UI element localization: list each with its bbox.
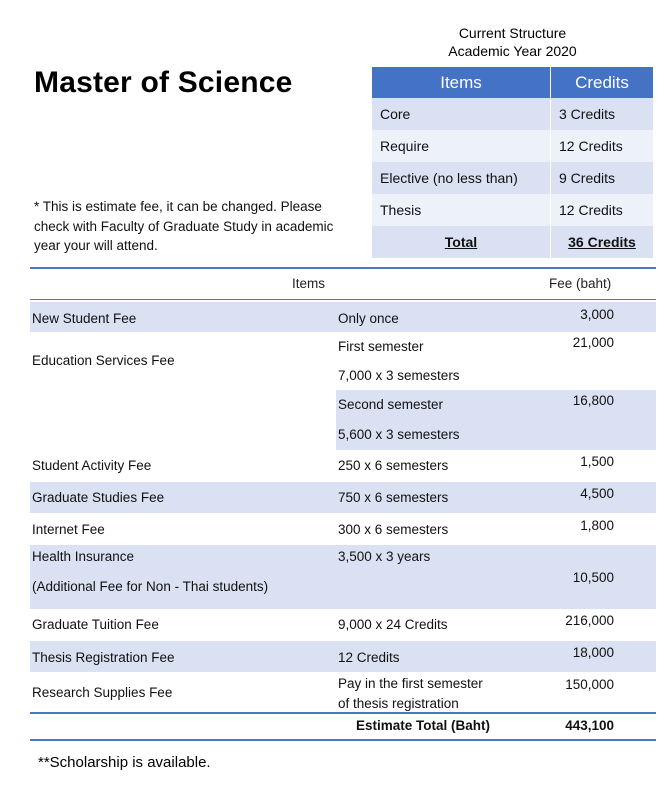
fee-table-top-rule [30, 267, 656, 269]
page-title: Master of Science [34, 66, 293, 99]
credits-row-value: 3 Credits [551, 98, 654, 130]
estimate-total-value: 443,100 [565, 718, 614, 733]
credits-row [372, 130, 653, 162]
credits-total-row [372, 226, 653, 258]
fee-bottom-rule [30, 739, 656, 741]
credits-total-value: 36 Credits [551, 226, 654, 258]
current-structure-line2: Academic Year 2020 [448, 43, 577, 59]
fee-row-amount: 16,800 [572, 393, 614, 408]
credits-row-item: Require [372, 130, 551, 162]
credits-table [372, 67, 653, 258]
fee-row-name: Internet Fee [32, 522, 105, 537]
current-structure-heading [372, 24, 653, 60]
credits-row-value: 12 Credits [551, 194, 654, 226]
fee-row-amount: 1,500 [580, 454, 614, 469]
fee-row-amount: 10,500 [572, 570, 614, 585]
fee-row-name: Graduate Studies Fee [32, 490, 165, 505]
credits-total-label: Total [372, 226, 551, 258]
fee-row-detail: First semester [338, 339, 424, 354]
fee-row-amount: 216,000 [565, 613, 614, 628]
fee-row-amount: 4,500 [580, 486, 614, 501]
credits-row-item: Elective (no less than) [372, 162, 551, 194]
fee-header-items: Items [292, 276, 326, 291]
credits-row-value: 9 Credits [551, 162, 654, 194]
fee-row-name: Health Insurance [32, 549, 135, 564]
fee-row-name: Graduate Tuition Fee [32, 617, 159, 632]
fee-row-name: Thesis Registration Fee [32, 650, 175, 665]
estimate-note: * This is estimate fee, it can be changed. Please check with Faculty of Graduate Study in academic year your will attend. [34, 199, 334, 253]
fee-row-name: Education Services Fee [32, 353, 175, 368]
fee-header-rule [30, 299, 656, 300]
fee-row-amount: 21,000 [572, 335, 614, 350]
fee-row-name-note: (Additional Fee for Non - Thai students) [32, 579, 269, 594]
fee-row-amount: 18,000 [572, 645, 614, 660]
fee-row-detail: 7,000 x 3 semesters [338, 368, 460, 383]
fee-row-name: Research Supplies Fee [32, 685, 173, 700]
credits-row-item: Core [372, 98, 551, 130]
fee-header-fee: Fee (baht) [549, 276, 612, 291]
fee-row-detail: 9,000 x 24 Credits [338, 617, 448, 632]
fee-row-name: New Student Fee [32, 311, 137, 326]
fee-row-amount: 150,000 [565, 677, 614, 692]
fee-row-detail: 5,600 x 3 semesters [338, 427, 460, 442]
fee-row-detail: of thesis registration [338, 696, 459, 711]
current-structure-line1: Current Structure [458, 25, 567, 41]
fee-row-detail: 3,500 x 3 years [338, 549, 431, 564]
credits-row [372, 162, 653, 194]
fee-row-amount: 3,000 [580, 307, 614, 322]
estimate-total-label: Estimate Total (Baht) [356, 718, 491, 733]
fee-row-name: Student Activity Fee [32, 458, 152, 473]
scholarship-note: **Scholarship is available. [38, 754, 211, 771]
fee-total-rule [30, 712, 656, 714]
fee-row-detail: 750 x 6 semesters [338, 490, 449, 505]
fee-row-detail: Only once [338, 311, 399, 326]
credits-row [372, 194, 653, 226]
credits-header-row [372, 67, 653, 98]
fee-row-detail: 250 x 6 semesters [338, 458, 449, 473]
credits-row-item: Thesis [372, 194, 551, 226]
fee-row-detail: Pay in the first semester [338, 676, 483, 691]
credits-header-items: Items [372, 67, 551, 98]
fee-row-detail: Second semester [338, 397, 444, 412]
fee-row-amount: 1,800 [580, 518, 614, 533]
credits-header-credits: Credits [551, 67, 654, 98]
credits-row-value: 12 Credits [551, 130, 654, 162]
fee-row-detail: 300 x 6 semesters [338, 522, 449, 537]
fee-row-detail: 12 Credits [338, 650, 400, 665]
credits-row [372, 98, 653, 130]
